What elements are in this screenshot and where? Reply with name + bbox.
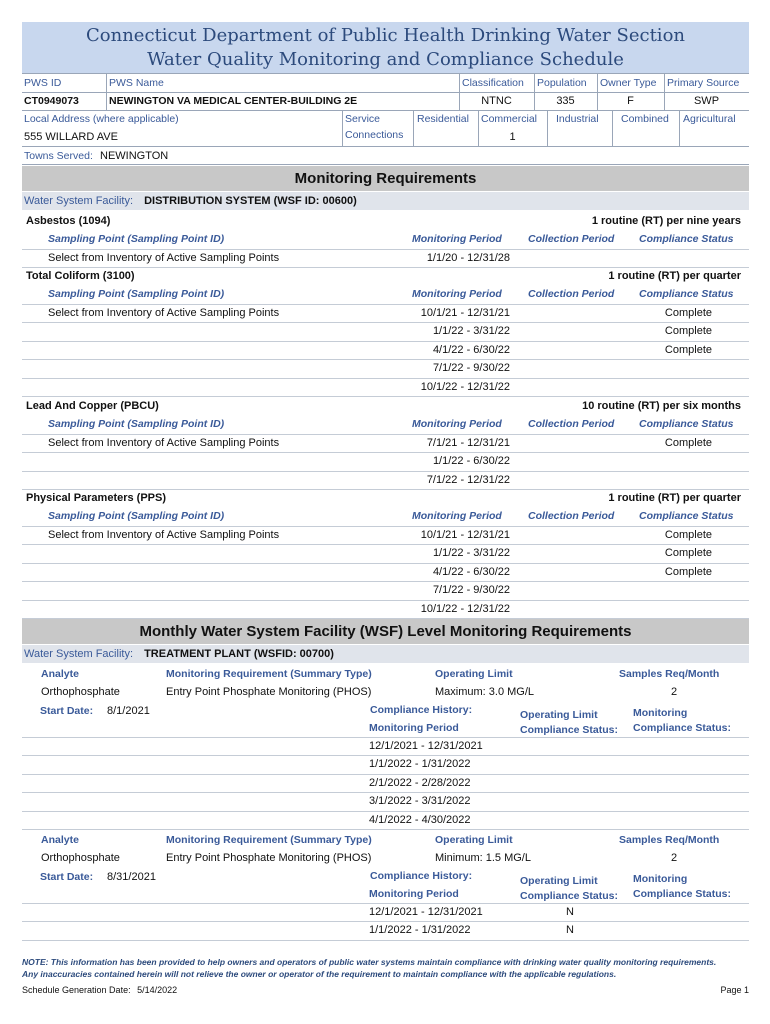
col-requirement: Monitoring Requirement (Summary Type): [166, 668, 372, 680]
title-banner: [22, 22, 749, 73]
start-date-value: 8/1/2021: [107, 705, 150, 717]
monitoring-period: 10/1/22 - 12/31/22: [420, 380, 510, 393]
monthly-period: 1/1/2022 - 1/31/2022: [369, 758, 471, 771]
monthly-period: 12/1/2021 - 12/31/2021: [369, 906, 483, 918]
monthly-section-title: Monthly Water System Facility (WSF) Level Monitoring Requirements: [22, 619, 749, 644]
connections-label: Connections: [345, 129, 404, 141]
compliance-status: Complete: [664, 307, 712, 319]
routine-frequency: 1 routine (RT) per quarter: [608, 270, 741, 282]
col-sampling-point: Sampling Point (Sampling Point ID): [48, 288, 225, 300]
col-collection-period: Collection Period: [528, 288, 615, 300]
compliance-status: Complete: [664, 437, 712, 449]
col-compliance-status: Compliance Status: [639, 288, 734, 300]
analyte-group-title: Asbestos (1094): [26, 215, 111, 227]
facility-label: Water System Facility:: [24, 648, 133, 660]
analyte-group-title: Lead And Copper (PBCU): [26, 400, 159, 412]
col-monitoring-period: Monitoring Period: [412, 288, 502, 300]
title-line-2: Water Quality Monitoring and Compliance Schedule: [147, 49, 624, 70]
requirement-value: Entry Point Phosphate Monitoring (PHOS): [166, 852, 372, 864]
monitoring-period: 10/1/21 - 12/31/21: [420, 307, 510, 319]
op-limit-status: N: [566, 906, 574, 918]
combined-label: Combined: [621, 113, 669, 125]
sampling-point-select: Select from Inventory of Active Sampling Points: [48, 252, 280, 264]
monitoring-period: 7/1/22 - 9/30/22: [432, 362, 510, 375]
pws-id-label: PWS ID: [24, 77, 62, 89]
col-compliance-status: Compliance Status: [639, 418, 734, 430]
monitoring-period: 1/1/22 - 3/31/22: [432, 547, 510, 560]
generation-value: 5/14/2022: [137, 985, 178, 995]
compliance-history-label: Compliance History:: [370, 704, 473, 716]
owner-type-label: Owner Type: [600, 77, 657, 89]
analyte-value: Orthophosphate: [41, 852, 120, 864]
col-compliance-status: Compliance Status: [639, 510, 734, 522]
col-monitoring-period: Monitoring Period: [412, 510, 502, 522]
samples-value: 2: [670, 852, 678, 864]
classification-value: NTNC: [481, 95, 512, 107]
facility-name: TREATMENT PLANT (WSFID: 00700): [144, 648, 334, 660]
compliance-status: Complete: [664, 565, 712, 578]
routine-frequency: 1 routine (RT) per quarter: [608, 492, 741, 504]
note-line-2: Any inaccuracies contained herein will not relieve the owner or operator of the requirement to maintain compliance with the applicable regulations.: [22, 969, 617, 979]
monitoring-period: 7/1/21 - 12/31/21: [426, 437, 510, 449]
monthly-period: 1/1/2022 - 1/31/2022: [369, 924, 471, 937]
note-line-1: NOTE: This information has been provided to help owners and operators of public water systems maintain compliance with drinking water quality monitoring requirements.: [22, 957, 717, 967]
mon-status-label-2: Compliance Status:: [633, 888, 732, 900]
compliance-history-label: Compliance History:: [370, 870, 473, 882]
monitoring-period: 7/1/22 - 12/31/22: [426, 473, 510, 486]
col-samples: Samples Req/Month: [619, 668, 720, 680]
sampling-point-select: Select from Inventory of Active Sampling Points: [48, 307, 280, 319]
generation-label: Schedule Generation Date:: [22, 985, 131, 995]
compliance-status: Complete: [664, 325, 712, 338]
monitoring-period: 1/1/22 - 3/31/22: [432, 325, 510, 338]
compliance-status: Complete: [664, 547, 712, 560]
monitoring-period: 10/1/21 - 12/31/21: [420, 529, 510, 541]
analyte-group-title: Physical Parameters (PPS): [26, 492, 167, 504]
col-analyte: Analyte: [41, 834, 79, 846]
compliance-status: Complete: [664, 529, 712, 541]
population-label: Population: [537, 77, 587, 89]
start-date-label: Start Date:: [40, 705, 94, 717]
service-label: Service: [345, 113, 381, 125]
monitoring-period-label: Monitoring Period: [369, 722, 459, 734]
col-sampling-point: Sampling Point (Sampling Point ID): [48, 418, 225, 430]
monitoring-period: 4/1/22 - 6/30/22: [432, 343, 510, 356]
sampling-point-select: Select from Inventory of Active Sampling Points: [48, 529, 280, 541]
mon-status-label-1: Monitoring: [633, 873, 688, 885]
op-status-label-1: Operating Limit: [520, 709, 598, 721]
col-operating-limit: Operating Limit: [435, 834, 513, 846]
col-sampling-point: Sampling Point (Sampling Point ID): [48, 233, 225, 245]
compliance-status: Complete: [664, 343, 712, 356]
agricultural-label: Agricultural: [683, 113, 736, 125]
routine-frequency: 10 routine (RT) per six months: [582, 400, 741, 412]
pws-name-value: NEWINGTON VA MEDICAL CENTER-BUILDING 2E: [109, 95, 358, 107]
col-compliance-status: Compliance Status: [639, 233, 734, 245]
mon-status-label-2: Compliance Status:: [633, 722, 732, 734]
towns-served-value: NEWINGTON: [100, 150, 169, 162]
facility-label: Water System Facility:: [24, 195, 133, 207]
page-number: Page 1: [720, 985, 749, 995]
requirement-value: Entry Point Phosphate Monitoring (PHOS): [166, 686, 372, 698]
monthly-period: 2/1/2022 - 2/28/2022: [369, 776, 471, 789]
col-sampling-point: Sampling Point (Sampling Point ID): [48, 510, 225, 522]
col-samples: Samples Req/Month: [619, 834, 720, 846]
population-value: 335: [556, 95, 575, 107]
primary-source-value: SWP: [693, 95, 720, 107]
monthly-period: 12/1/2021 - 12/31/2021: [369, 740, 483, 752]
monitoring-period: 4/1/22 - 6/30/22: [432, 565, 510, 578]
monitoring-period-label: Monitoring Period: [369, 888, 459, 900]
col-collection-period: Collection Period: [528, 418, 615, 430]
generation-date: [22, 985, 177, 995]
col-operating-limit: Operating Limit: [435, 668, 513, 680]
col-requirement: Monitoring Requirement (Summary Type): [166, 834, 372, 846]
monitoring-period: 1/1/20 - 12/31/28: [426, 252, 510, 264]
op-status-label-1: Operating Limit: [520, 875, 598, 887]
commercial-count: 1: [509, 131, 516, 143]
monthly-period: 3/1/2022 - 3/31/2022: [369, 795, 471, 808]
industrial-label: Industrial: [556, 113, 599, 125]
pws-name-label: PWS Name: [109, 77, 164, 89]
commercial-label: Commercial: [481, 113, 538, 125]
samples-value: 2: [670, 686, 678, 698]
facility-name: DISTRIBUTION SYSTEM (WSF ID: 00600): [144, 195, 357, 207]
primary-source-label: Primary Source: [667, 77, 740, 89]
op-status-label-2: Compliance Status:: [520, 890, 619, 902]
address-value: 555 WILLARD AVE: [24, 131, 118, 143]
monitoring-period: 1/1/22 - 6/30/22: [432, 455, 510, 468]
monitoring-period: 7/1/22 - 9/30/22: [432, 584, 510, 597]
start-date-value: 8/31/2021: [107, 871, 156, 883]
owner-type-value: F: [627, 95, 634, 107]
mon-status-label-1: Monitoring: [633, 707, 688, 719]
col-monitoring-period: Monitoring Period: [412, 418, 502, 430]
monitoring-section-title: Monitoring Requirements: [22, 166, 749, 191]
routine-frequency: 1 routine (RT) per nine years: [591, 215, 741, 227]
analyte-value: Orthophosphate: [41, 686, 120, 698]
treatment-facility-bar: [22, 645, 749, 663]
col-collection-period: Collection Period: [528, 510, 615, 522]
analyte-group-title: Total Coliform (3100): [26, 270, 135, 282]
op-status-label-2: Compliance Status:: [520, 724, 619, 736]
monitoring-period: 10/1/22 - 12/31/22: [420, 602, 510, 615]
local-address-label: Local Address (where applicable): [24, 113, 179, 125]
title-line-1: Connecticut Department of Public Health Drinking Water Section: [86, 25, 685, 46]
sampling-point-select: Select from Inventory of Active Sampling Points: [48, 437, 280, 449]
towns-served-label: Towns Served:: [24, 150, 93, 162]
start-date-label: Start Date:: [40, 871, 94, 883]
col-analyte: Analyte: [41, 668, 79, 680]
distribution-facility-bar: [22, 192, 749, 210]
classification-label: Classification: [462, 77, 524, 89]
pws-id-value: CT0949073: [24, 95, 79, 107]
operating-limit-value: Minimum: 1.5 MG/L: [435, 852, 531, 864]
col-monitoring-period: Monitoring Period: [412, 233, 502, 245]
op-limit-status: N: [566, 924, 574, 937]
operating-limit-value: Maximum: 3.0 MG/L: [435, 686, 535, 698]
monthly-period: 4/1/2022 - 4/30/2022: [369, 813, 471, 826]
residential-label: Residential: [417, 113, 469, 125]
col-collection-period: Collection Period: [528, 233, 615, 245]
